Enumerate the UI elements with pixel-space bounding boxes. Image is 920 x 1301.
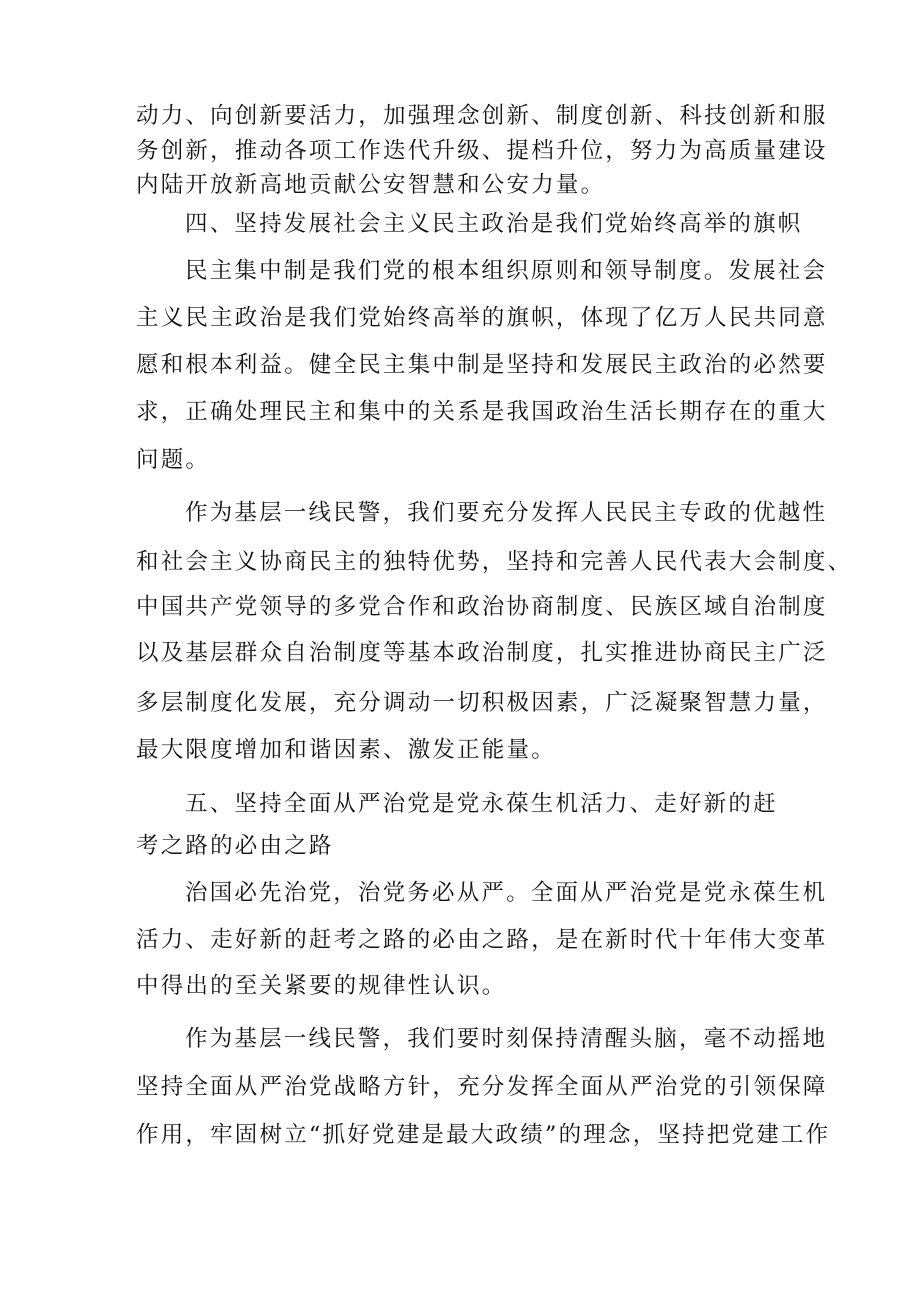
paragraph-line: 作为基层一线民警，我们要时刻保持清醒头脑，毫不动摇地 [185, 1026, 828, 1052]
paragraph-line: 民主集中制是我们党的根本组织原则和领导制度。发展社会 [185, 258, 828, 284]
paragraph-line: 活力、走好新的赶考之路的必由之路，是在新时代十年伟大变革 [136, 927, 828, 953]
section-4-heading: 四、坚持发展社会主义民主政治是我们党始终高举的旗帜 [185, 211, 803, 237]
paragraph-line: 以及基层群众自治制度等基本政治制度，扎实推进协商民主广泛 [136, 640, 828, 666]
paragraph-line: 坚持全面从严治党战略方针，充分发挥全面从严治党的引领保障 [136, 1074, 828, 1100]
paragraph-line: 主义民主政治是我们党始终高举的旗帜，体现了亿万人民共同意 [136, 305, 828, 331]
paragraph-line: 求，正确处理民主和集中的关系是我国政治生活长期存在的重大 [136, 399, 828, 425]
continuation-line: 动力、向创新要活力，加强理念创新、制度创新、科技创新和服 [136, 103, 828, 129]
section-5-heading: 五、坚持全面从严治党是党永葆生机活力、走好新的赶 [185, 791, 778, 817]
paragraph-line: 作用，牢固树立“抓好党建是最大政绩”的理念，坚持把党建工作 [136, 1122, 831, 1148]
paragraph-line: 最大限度增加和谐因素、激发正能量。 [136, 737, 556, 763]
paragraph-line: 多层制度化发展，充分调动一切积极因素，广泛凝聚智慧力量， [136, 690, 828, 716]
continuation-line: 务创新，推动各项工作迭代升级、提档升位，努力为高质量建设 [136, 138, 828, 164]
paragraph-line: 作为基层一线民警，我们要充分发挥人民民主专政的优越性 [185, 500, 828, 526]
continuation-line: 内陆开放新高地贡献公安智慧和公安力量。 [136, 172, 606, 198]
paragraph-line: 问题。 [136, 447, 211, 473]
paragraph-line: 愿和根本利益。健全民主集中制是坚持和发展民主政治的必然要 [136, 352, 828, 378]
paragraph-line: 中国共产党领导的多党合作和政治协商制度、民族区域自治制度 [136, 594, 828, 620]
paragraph-line: 治国必先治党，治党务必从严。全面从严治党是党永葆生机 [185, 880, 828, 906]
paragraph-line: 和社会主义协商民主的独特优势，坚持和完善人民代表大会制度、 [136, 549, 853, 575]
section-5-heading: 考之路的必由之路 [136, 833, 334, 859]
paragraph-line: 中得出的至关紧要的规律性认识。 [136, 973, 507, 999]
